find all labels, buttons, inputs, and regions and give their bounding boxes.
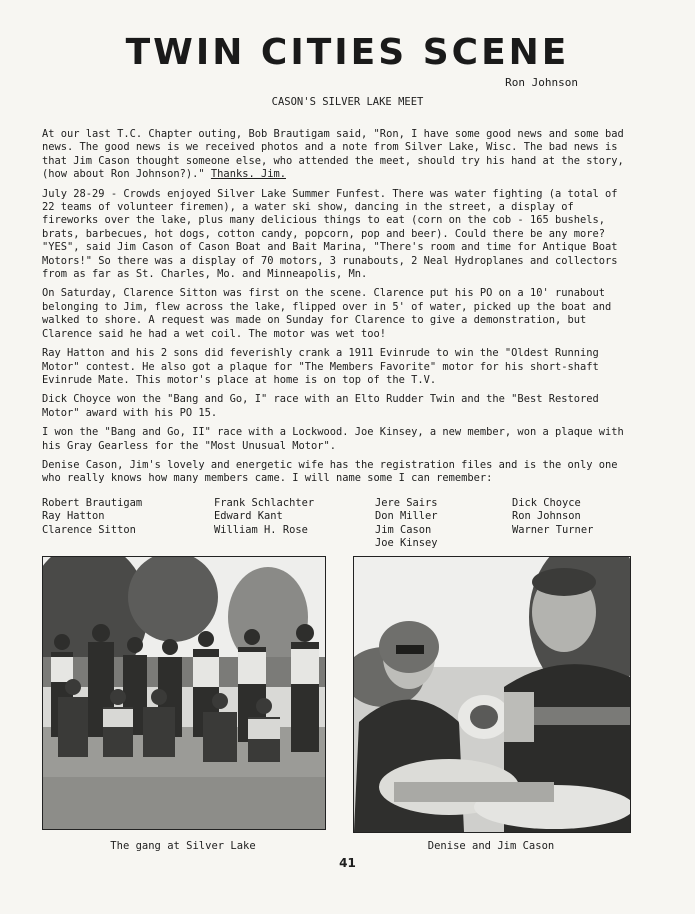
- member-name: William H. Rose: [214, 523, 308, 536]
- member-name: Jim Cason: [375, 523, 432, 536]
- paragraph-5: Dick Choyce won the "Bang and Go, I" race with an Elto Rudder Twin and the "Best Restored Motor" award with his PO 15.: [42, 393, 599, 419]
- paragraph-1-text: At our last T.C. Chapter outing, Bob Brautigam said, "Ron, I have some good news and some bad news. The good news is we received photos and a note from Silver Lake, Wisc. The bad news is that Jim Cason thought someone else, who attended the meet, should try his hand at the story, (how about Ron Johnson?).": [42, 128, 624, 181]
- cason-photo: [353, 556, 631, 833]
- member-name: Jere Sairs: [375, 497, 438, 509]
- group-photo: [42, 556, 326, 830]
- member-column-1: [42, 497, 142, 537]
- member-column-3: [375, 497, 438, 551]
- member-name: Don Miller: [375, 510, 438, 523]
- paragraph-7: Denise Cason, Jim's lovely and energetic wife has the registration files and is the only one who really knows how many members came. I will name some I can remember:: [42, 458, 618, 485]
- paragraph-2: July 28-29 - Crowds enjoyed Silver Lake Summer Funfest. There was water fighting (a total of 22 teams of volunteer firemen), a water ski show, dancing in the street, a display of fireworks over the lake, plus many delicious things to eat (corn on the cob - 165 bushels, brats, barbecues, hot dogs, cotton candy, popcorn, pop and beer). Could there be any more? "YES", said Jim Cason of Cason Boat and Bait Marina, "There's room and time for Antique Boat Motors!" So there was a display of 70 motors, 3 runabouts, 2 Neal Hydroplanes and collectors from as far as St. Charles, Mo. and Minneapolis, Mn.: [42, 187, 618, 281]
- member-name: Clarence Sitton: [42, 523, 136, 536]
- member-name: Ron Johnson: [512, 510, 581, 523]
- right-photo-caption: Denise and Jim Cason: [427, 840, 555, 852]
- paragraph-1: [42, 128, 632, 182]
- paragraph-4: Ray Hatton and his 2 sons did feverishly crank a 1911 Evinrude to win the "Oldest Running Motor" contest. He also got a plaque for "The Members Favorite" motor for his short-shaft Evinrude Mate. This motor's place at home is on top of the T.V.: [42, 347, 599, 386]
- member-list: [42, 497, 632, 551]
- left-photo-caption: The gang at Silver Lake: [110, 840, 256, 852]
- member-name: Robert Brautigam: [42, 497, 143, 509]
- article-body: [42, 128, 632, 492]
- article-subtitle: CASON'S SILVER LAKE MEET: [271, 96, 424, 108]
- page-number: 41: [339, 856, 356, 870]
- member-name: Ray Hatton: [42, 510, 105, 523]
- paragraph-3: On Saturday, Clarence Sitton was first on the scene. Clarence put his PO on a 10' runabout belonging to Jim, flew across the lake, flipped over in 5' of water, picked up the boat and walked to shore. A request was made on Sunday for Clarence to give a demonstration, but Clarence said he had a wet coil. The motor was wet too!: [42, 287, 612, 340]
- page-title: TWIN CITIES SCENE: [125, 32, 570, 73]
- author-byline: Ron Johnson: [505, 76, 578, 89]
- member-column-4: [512, 497, 593, 537]
- member-name: Frank Schlachter: [214, 497, 315, 509]
- member-column-2: [214, 497, 314, 537]
- member-name: Dick Choyce: [512, 497, 581, 509]
- member-name: Warner Turner: [512, 523, 594, 536]
- member-name: Edward Kant: [214, 510, 283, 523]
- paragraph-6: I won the "Bang and Go, II" race with a Lockwood. Joe Kinsey, a new member, won a plaque with his Gray Gearless for the "Most Unusual Motor".: [42, 426, 624, 452]
- thanks-text: Thanks. Jim.: [210, 168, 286, 181]
- member-name: Joe Kinsey: [375, 537, 438, 550]
